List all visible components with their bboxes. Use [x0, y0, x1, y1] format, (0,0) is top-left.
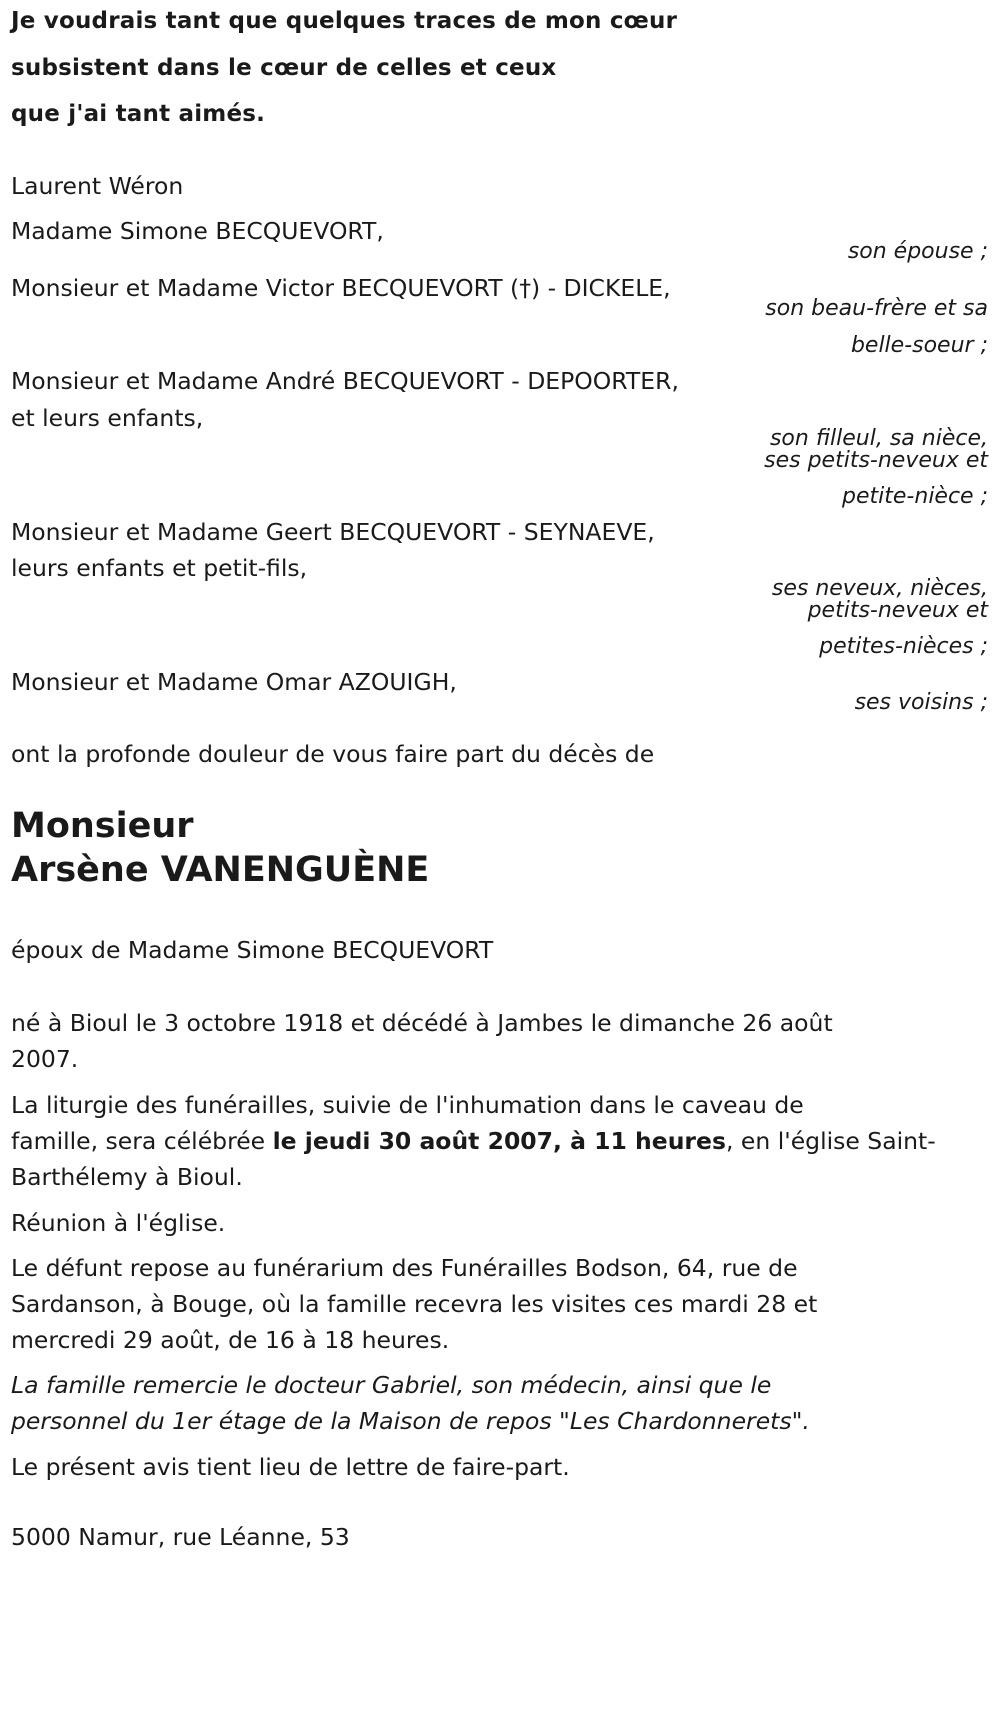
visitation-line-3: mercredi 29 août, de 16 à 18 heures.	[11, 1326, 450, 1354]
relation-4b: ses petits-neveux et	[764, 448, 988, 473]
liturgy-line-2-pre: famille, sera célébrée	[11, 1127, 273, 1155]
announcement: ont la profonde douleur de vous faire part du décès de	[11, 740, 655, 768]
family-line-5b: leurs enfants et petit-fils,	[11, 554, 308, 582]
family-line-4b: et leurs enfants,	[11, 404, 204, 432]
thanks-line-2: personnel du 1er étage de la Maison de repos "Les Chardonnerets".	[11, 1407, 810, 1435]
liturgy-line-2-post: , en l'église Saint-	[725, 1127, 936, 1155]
thanks-line-1: La famille remercie le docteur Gabriel, son médecin, ainsi que le	[11, 1371, 772, 1399]
relation-6: ses voisins ;	[854, 690, 988, 715]
epigraph-line-1: Je voudrais tant que quelques traces de mon cœur	[11, 8, 678, 34]
family-line-5a: Monsieur et Madame Geert BECQUEVORT - SEYNAEVE,	[11, 518, 655, 546]
relation-4a: son filleul, sa nièce,	[769, 426, 988, 451]
family-line-3: Monsieur et Madame Victor BECQUEVORT (†) - DICKELE,	[11, 274, 671, 302]
relation-5c: petites-nièces ;	[819, 634, 988, 659]
liturgy-line-3: Barthélemy à Bioul.	[11, 1163, 243, 1191]
deceased-name: Arsène VANENGUÈNE	[11, 850, 430, 890]
meeting-line: Réunion à l'église.	[11, 1209, 226, 1237]
family-line-1: Laurent Wéron	[11, 172, 184, 200]
notice-line: Le présent avis tient lieu de lettre de faire-part.	[11, 1453, 570, 1481]
birth-death-line-1: né à Bioul le 3 octobre 1918 et décédé à Jambes le dimanche 26 août	[11, 1009, 833, 1037]
visitation-line-1: Le défunt repose au funérarium des Funérailles Bodson, 64, rue de	[11, 1254, 798, 1282]
liturgy-line-2	[11, 1127, 936, 1155]
relation-5a: ses neveux, nièces,	[771, 576, 988, 601]
funeral-date: le jeudi 30 août 2007, à 11 heures	[272, 1127, 726, 1155]
relation-4c: petite-nièce ;	[842, 484, 988, 509]
epigraph-line-3: que j'ai tant aimés.	[11, 101, 266, 127]
spouse-line: époux de Madame Simone BECQUEVORT	[11, 936, 494, 964]
visitation-line-2: Sardanson, à Bouge, où la famille recevra les visites ces mardi 28 et	[11, 1290, 818, 1318]
liturgy-line-1: La liturgie des funérailles, suivie de l'inhumation dans le caveau de	[11, 1091, 804, 1119]
family-line-6: Monsieur et Madame Omar AZOUIGH,	[11, 668, 457, 696]
birth-death-line-2: 2007.	[11, 1045, 79, 1073]
deceased-title: Monsieur	[11, 806, 194, 846]
family-line-4a: Monsieur et Madame André BECQUEVORT - DEPOORTER,	[11, 367, 679, 395]
relation-3b: belle-soeur ;	[850, 333, 988, 358]
relation-3a: son beau-frère et sa	[765, 296, 988, 321]
relation-2: son épouse ;	[847, 239, 988, 264]
family-line-2: Madame Simone BECQUEVORT,	[11, 217, 384, 245]
address-line: 5000 Namur, rue Léanne, 53	[11, 1523, 350, 1551]
relation-5b: petits-neveux et	[807, 598, 988, 623]
epigraph-line-2: subsistent dans le cœur de celles et ceux	[11, 55, 557, 81]
